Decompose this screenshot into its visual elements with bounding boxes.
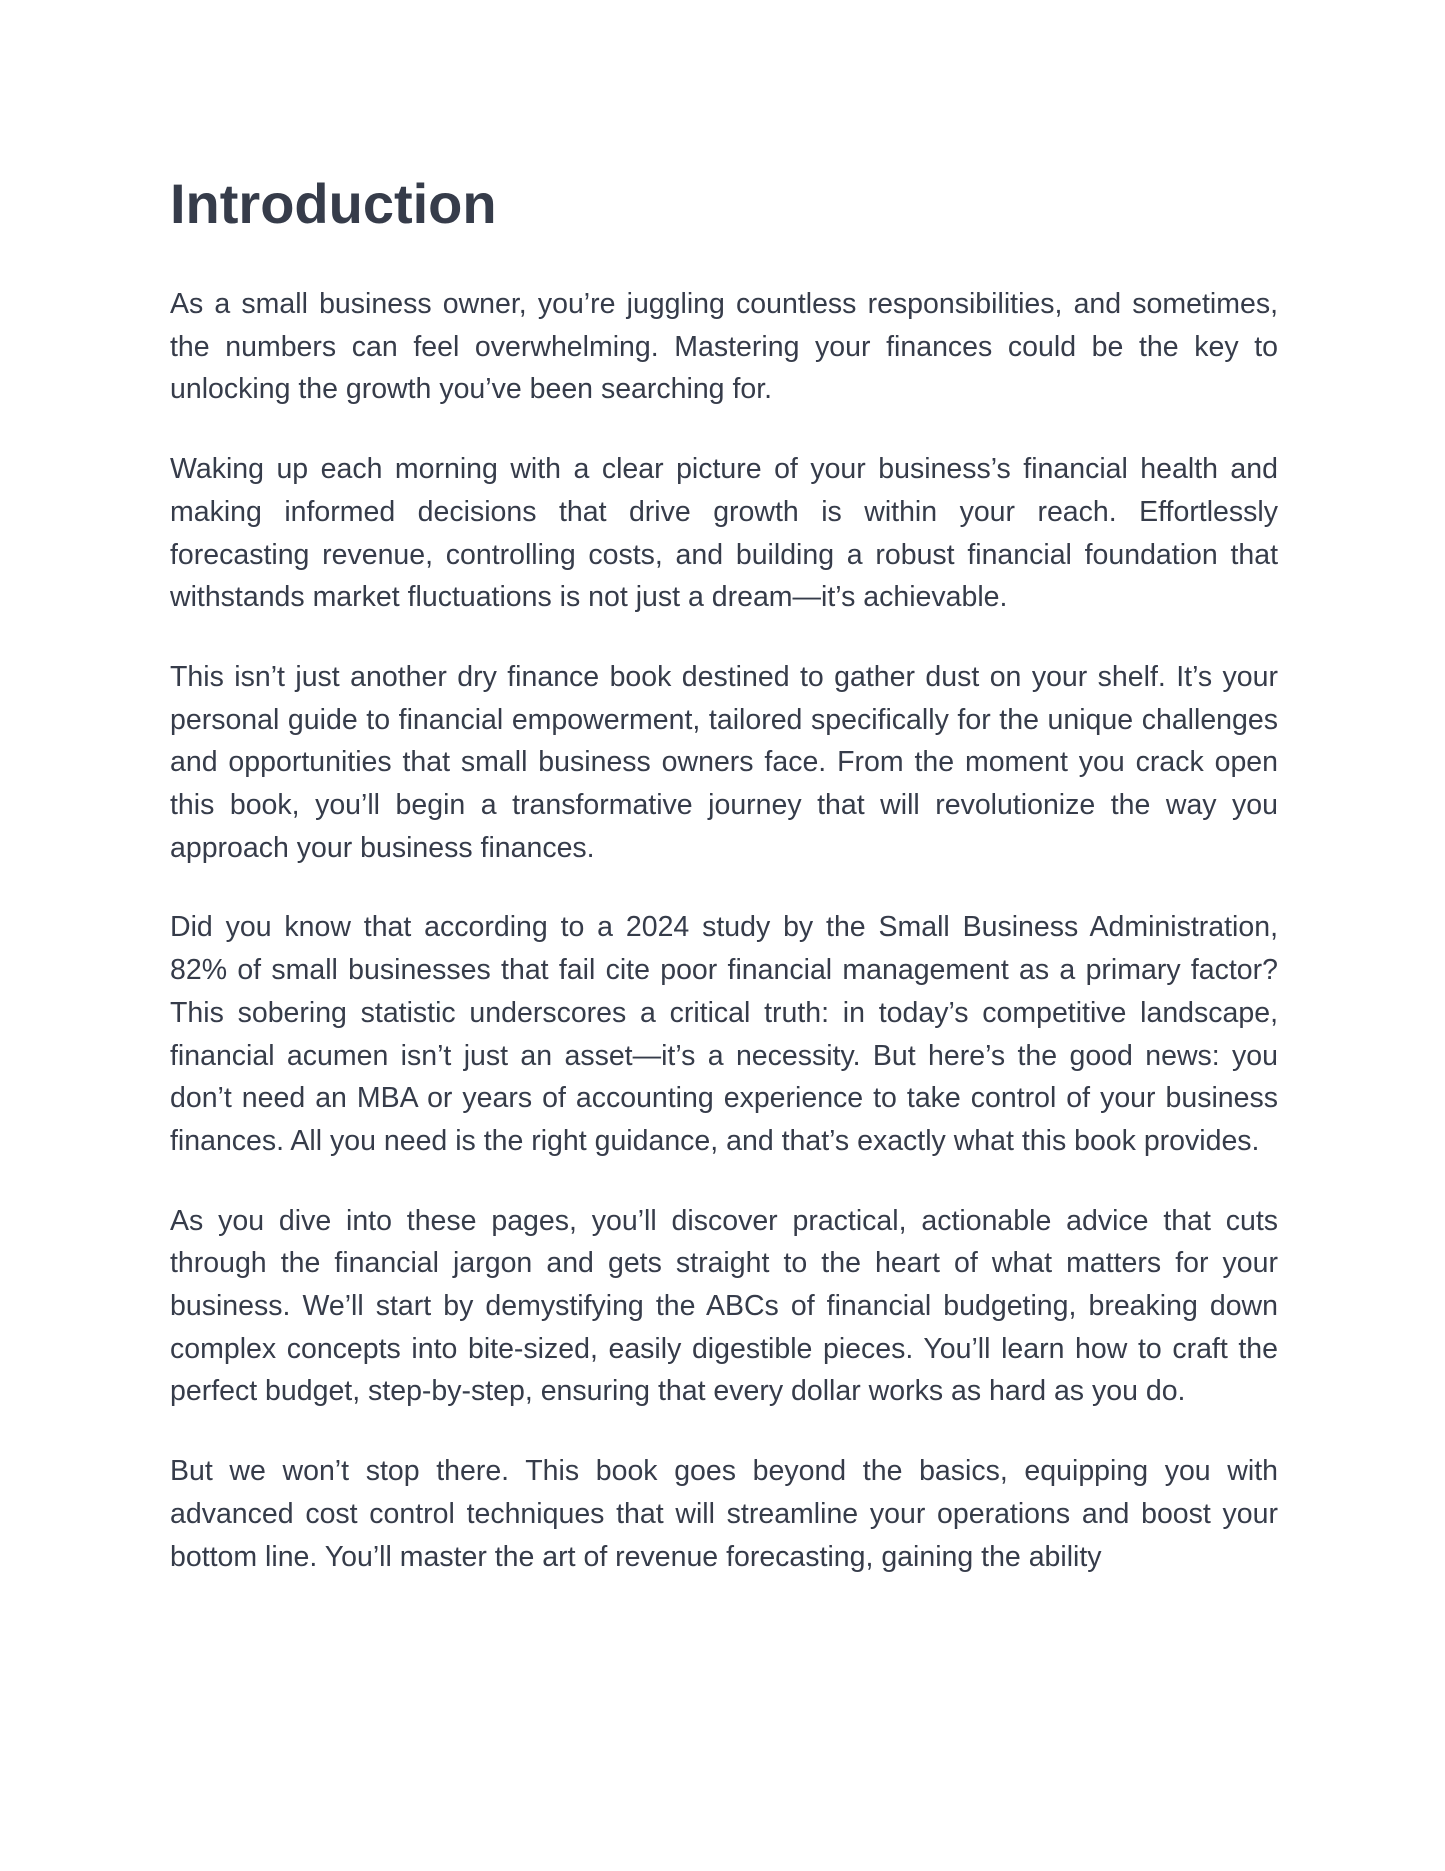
paragraph-6: But we won’t stop there. This book goes beyond the basics, equipping you with advanced cost control techniques that will streamline your operations and boost your bottom line. You’ll master the art of revenue forecasting, gaining the ability [170,1455,1278,1573]
document-page [170,168,1278,1615]
page-title: Introduction [170,172,497,235]
paragraph-5: As you dive into these pages, you’ll discover practical, actionable advice that cuts through the financial jargon and gets straight to the heart of what matters for your business. We’ll start by demystifying the ABCs of financial budgeting, breaking down complex concepts into bite-sized, easily digestible pieces. You’ll learn how to craft the perfect budget, step-by-step, ensuring that every dollar works as hard as you do. [170,1204,1278,1408]
paragraph-2: Waking up each morning with a clear picture of your business’s financial health and making informed decisions that drive growth is within your reach. Effortlessly forecasting revenue, controlling costs, and building a robust financial foundation that withstands market fluctuations is not just a dream—it’s achievable. [170,453,1278,614]
paragraph-1: As a small business owner, you’re juggling countless responsibilities, and sometimes, the numbers can feel overwhelming. Mastering your finances could be the key to unlocking the growth you’ve been searching for. [170,288,1278,406]
document-body [170,283,1278,1578]
paragraph-4: Did you know that according to a 2024 study by the Small Business Administration, 82% of small businesses that fail cite poor financial management as a primary factor? This sobering statistic underscores a critical truth: in today’s competitive landscape, financial acumen isn’t just an asset—it’s a necessity. But here’s the good news: you don’t need an MBA or years of accounting experience to take control of your business finances. All you need is the right guidance, and that’s exactly what this book provides. [170,911,1278,1157]
paragraph-3: This isn’t just another dry finance book destined to gather dust on your shelf. It’s your personal guide to financial empowerment, tailored specifically for the unique challenges and opportunities that small business owners face. From the moment you crack open this book, you’ll begin a transformative journey that will revolutionize the way you approach your business finances. [170,660,1278,864]
